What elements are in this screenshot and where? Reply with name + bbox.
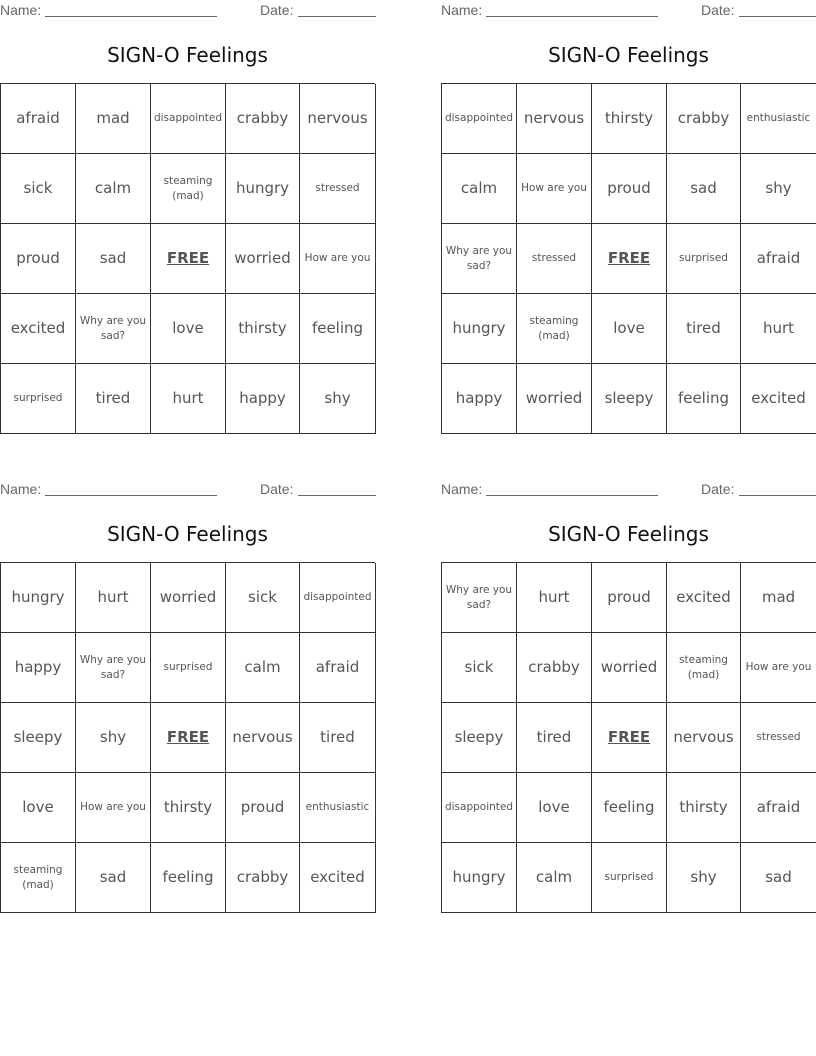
grid-cell: sleepy bbox=[592, 364, 667, 434]
bingo-grid bbox=[0, 83, 375, 434]
grid-cell: excited bbox=[300, 843, 376, 913]
bingo-card-3 bbox=[0, 479, 375, 913]
grid-cell: sad bbox=[76, 224, 151, 294]
card-header bbox=[0, 0, 375, 20]
date-field-line bbox=[739, 495, 816, 496]
grid-cell: happy bbox=[442, 364, 517, 434]
grid-cell: calm bbox=[76, 154, 151, 224]
name-field-line bbox=[45, 16, 217, 17]
grid-cell: disappointed bbox=[300, 563, 376, 633]
grid-cell: sick bbox=[442, 633, 517, 703]
grid-cell: worried bbox=[151, 563, 226, 633]
grid-cell: Why are you sad? bbox=[76, 294, 151, 364]
name-label: Name: bbox=[0, 2, 42, 18]
grid-cell: steaming (mad) bbox=[151, 154, 226, 224]
grid-cell: stressed bbox=[517, 224, 592, 294]
card-title: SIGN-O Feelings bbox=[548, 522, 709, 546]
grid-cell: afraid bbox=[741, 224, 816, 294]
grid-cell: crabby bbox=[226, 843, 300, 913]
grid-cell: love bbox=[517, 773, 592, 843]
grid-cell: excited bbox=[667, 563, 741, 633]
grid-cell: thirsty bbox=[592, 84, 667, 154]
grid-cell: tired bbox=[76, 364, 151, 434]
grid-cell: surprised bbox=[592, 843, 667, 913]
card-header bbox=[441, 479, 816, 499]
date-field-line bbox=[298, 495, 376, 496]
card-title: SIGN-O Feelings bbox=[548, 43, 709, 67]
grid-cell: nervous bbox=[226, 703, 300, 773]
grid-cell: thirsty bbox=[226, 294, 300, 364]
grid-cell: feeling bbox=[667, 364, 741, 434]
grid-cell: feeling bbox=[592, 773, 667, 843]
grid-cell: Why are you sad? bbox=[442, 224, 517, 294]
grid-cell: shy bbox=[300, 364, 376, 434]
grid-cell: How are you bbox=[300, 224, 376, 294]
grid-cell: crabby bbox=[517, 633, 592, 703]
grid-cell: sad bbox=[76, 843, 151, 913]
grid-cell: shy bbox=[76, 703, 151, 773]
grid-cell: mad bbox=[76, 84, 151, 154]
grid-cell: sad bbox=[741, 843, 816, 913]
grid-cell: shy bbox=[667, 843, 741, 913]
bingo-card-2 bbox=[441, 0, 816, 434]
bingo-card-1 bbox=[0, 0, 375, 434]
free-space: FREE bbox=[151, 703, 226, 773]
grid-cell: Why are you sad? bbox=[442, 563, 517, 633]
grid-cell: How are you bbox=[741, 633, 816, 703]
grid-cell: hungry bbox=[226, 154, 300, 224]
grid-cell: sad bbox=[667, 154, 741, 224]
grid-cell: sick bbox=[1, 154, 76, 224]
grid-cell: love bbox=[1, 773, 76, 843]
date-label: Date: bbox=[260, 481, 294, 497]
grid-cell: nervous bbox=[300, 84, 376, 154]
grid-cell: proud bbox=[1, 224, 76, 294]
grid-cell: nervous bbox=[517, 84, 592, 154]
grid-cell: disappointed bbox=[151, 84, 226, 154]
grid-cell: proud bbox=[592, 154, 667, 224]
date-field-line bbox=[298, 16, 376, 17]
name-field-line bbox=[486, 16, 658, 17]
grid-cell: calm bbox=[442, 154, 517, 224]
bingo-grid bbox=[0, 562, 375, 913]
date-field-line bbox=[739, 16, 816, 17]
grid-cell: worried bbox=[592, 633, 667, 703]
date-label: Date: bbox=[701, 481, 735, 497]
grid-cell: sick bbox=[226, 563, 300, 633]
grid-cell: excited bbox=[741, 364, 816, 434]
grid-cell: steaming (mad) bbox=[1, 843, 76, 913]
grid-cell: hungry bbox=[442, 294, 517, 364]
grid-cell: stressed bbox=[300, 154, 376, 224]
card-title: SIGN-O Feelings bbox=[107, 43, 268, 67]
name-label: Name: bbox=[0, 481, 42, 497]
grid-cell: hungry bbox=[442, 843, 517, 913]
grid-cell: worried bbox=[517, 364, 592, 434]
grid-cell: worried bbox=[226, 224, 300, 294]
name-field-line bbox=[486, 495, 658, 496]
grid-cell: excited bbox=[1, 294, 76, 364]
grid-cell: crabby bbox=[226, 84, 300, 154]
card-title: SIGN-O Feelings bbox=[107, 522, 268, 546]
grid-cell: love bbox=[151, 294, 226, 364]
free-space: FREE bbox=[592, 224, 667, 294]
grid-cell: nervous bbox=[667, 703, 741, 773]
name-label: Name: bbox=[441, 481, 483, 497]
grid-cell: hungry bbox=[1, 563, 76, 633]
grid-cell: hurt bbox=[151, 364, 226, 434]
grid-cell: tired bbox=[300, 703, 376, 773]
name-field-line bbox=[45, 495, 217, 496]
grid-cell: sleepy bbox=[442, 703, 517, 773]
card-header bbox=[0, 479, 375, 499]
grid-cell: afraid bbox=[1, 84, 76, 154]
bingo-grid bbox=[441, 562, 816, 913]
grid-cell: hurt bbox=[76, 563, 151, 633]
grid-cell: afraid bbox=[300, 633, 376, 703]
grid-cell: surprised bbox=[1, 364, 76, 434]
grid-cell: hurt bbox=[517, 563, 592, 633]
grid-cell: mad bbox=[741, 563, 816, 633]
bingo-card-4 bbox=[441, 479, 816, 913]
grid-cell: steaming (mad) bbox=[517, 294, 592, 364]
grid-cell: happy bbox=[226, 364, 300, 434]
grid-cell: surprised bbox=[151, 633, 226, 703]
grid-cell: tired bbox=[517, 703, 592, 773]
grid-cell: thirsty bbox=[151, 773, 226, 843]
grid-cell: enthusiastic bbox=[741, 84, 816, 154]
grid-cell: steaming (mad) bbox=[667, 633, 741, 703]
grid-cell: afraid bbox=[741, 773, 816, 843]
free-space: FREE bbox=[151, 224, 226, 294]
grid-cell: calm bbox=[517, 843, 592, 913]
grid-cell: sleepy bbox=[1, 703, 76, 773]
grid-cell: enthusiastic bbox=[300, 773, 376, 843]
grid-cell: tired bbox=[667, 294, 741, 364]
grid-cell: thirsty bbox=[667, 773, 741, 843]
grid-cell: disappointed bbox=[442, 773, 517, 843]
grid-cell: disappointed bbox=[442, 84, 517, 154]
grid-cell: hurt bbox=[741, 294, 816, 364]
free-space: FREE bbox=[592, 703, 667, 773]
date-label: Date: bbox=[701, 2, 735, 18]
grid-cell: feeling bbox=[151, 843, 226, 913]
grid-cell: crabby bbox=[667, 84, 741, 154]
grid-cell: How are you bbox=[517, 154, 592, 224]
grid-cell: Why are you sad? bbox=[76, 633, 151, 703]
grid-cell: happy bbox=[1, 633, 76, 703]
name-label: Name: bbox=[441, 2, 483, 18]
grid-cell: proud bbox=[592, 563, 667, 633]
grid-cell: calm bbox=[226, 633, 300, 703]
grid-cell: love bbox=[592, 294, 667, 364]
grid-cell: proud bbox=[226, 773, 300, 843]
grid-cell: stressed bbox=[741, 703, 816, 773]
bingo-grid bbox=[441, 83, 816, 434]
grid-cell: How are you bbox=[76, 773, 151, 843]
grid-cell: surprised bbox=[667, 224, 741, 294]
date-label: Date: bbox=[260, 2, 294, 18]
grid-cell: shy bbox=[741, 154, 816, 224]
grid-cell: feeling bbox=[300, 294, 376, 364]
card-header bbox=[441, 0, 816, 20]
